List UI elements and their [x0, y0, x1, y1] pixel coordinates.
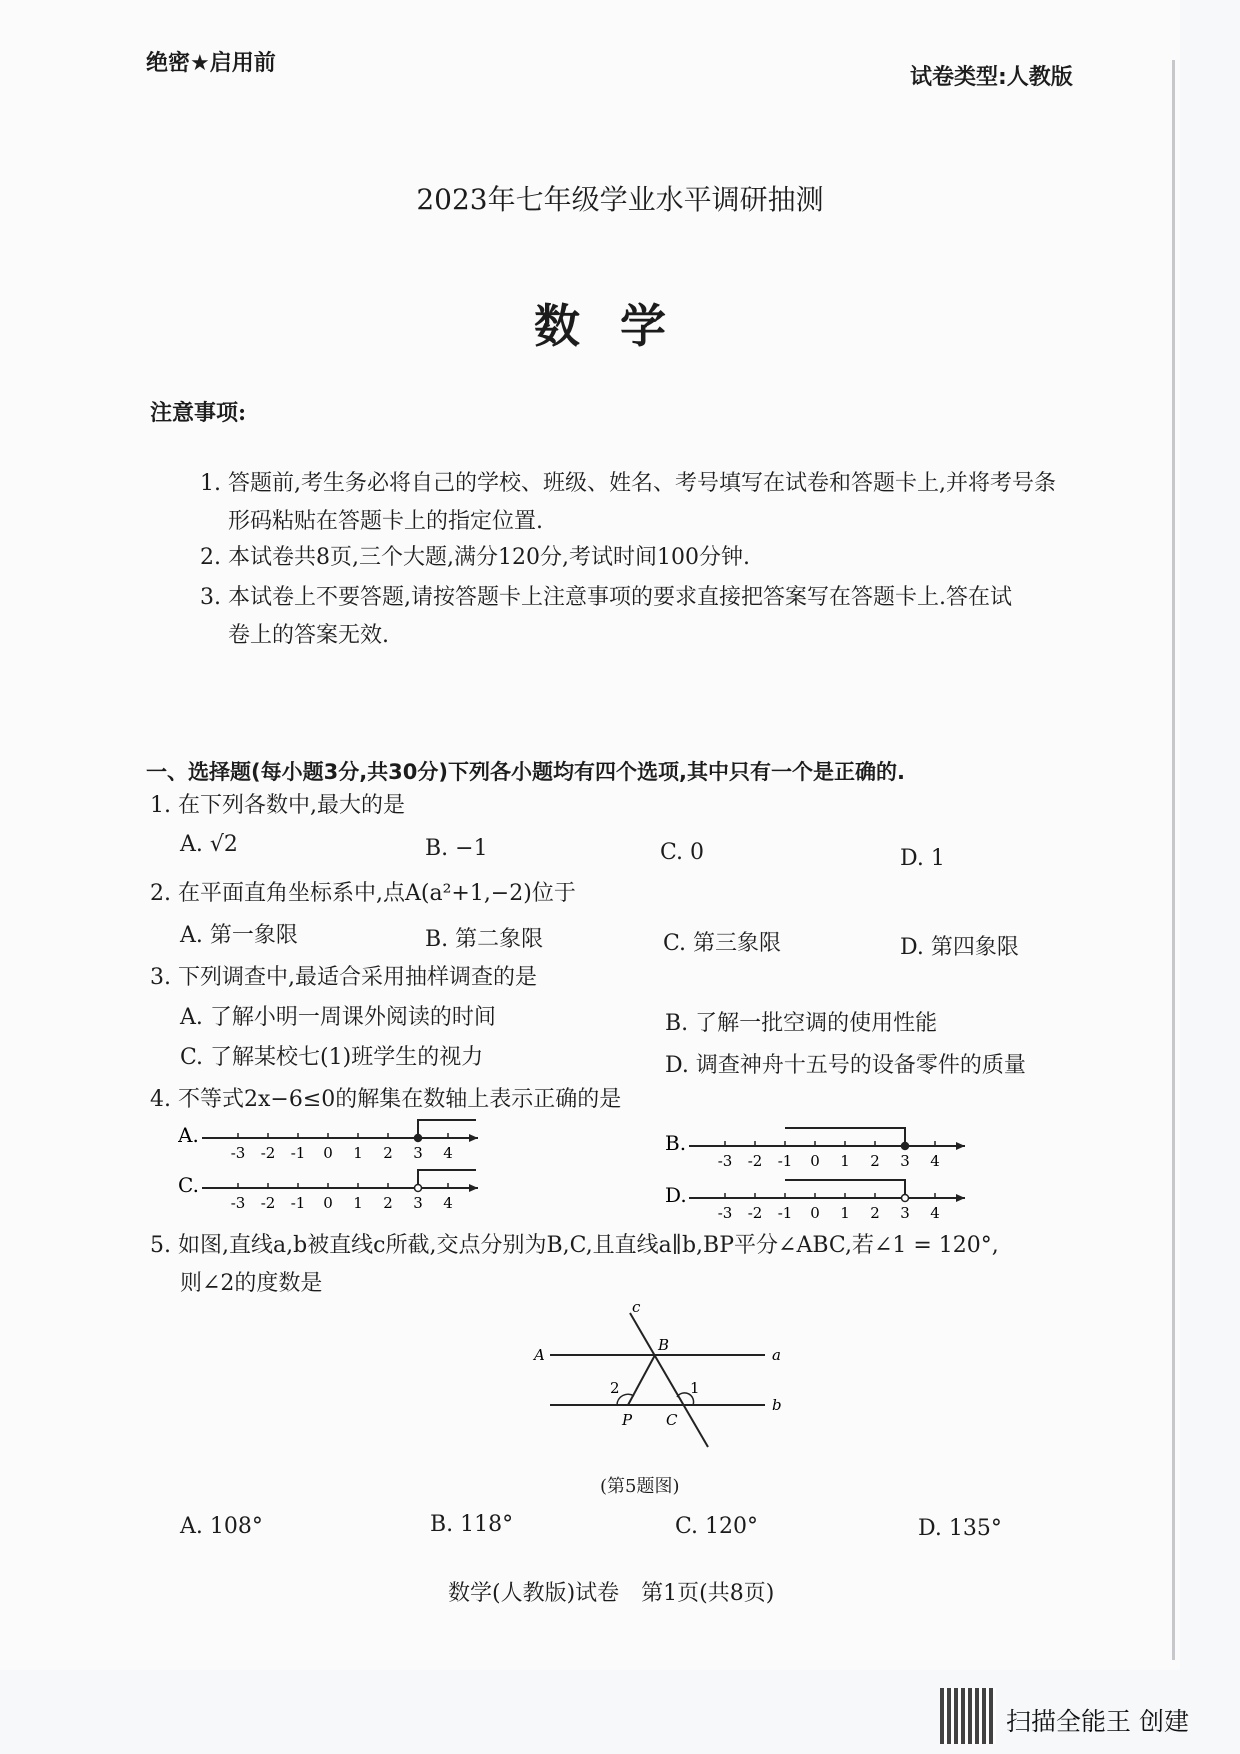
tick-label: -3 — [230, 1144, 246, 1162]
tick-label: 2 — [870, 1204, 880, 1222]
closed-dot — [415, 1135, 422, 1142]
tick-label: -2 — [747, 1152, 763, 1170]
tick-label: 3 — [900, 1152, 910, 1170]
note-item: 3. 本试卷上不要答题,请按答题卡上注意事项的要求直接把答案写在答题卡上.答在试 — [200, 585, 1012, 610]
axis-arrow — [956, 1142, 965, 1150]
note-item: 形码粘贴在答题卡上的指定位置. — [228, 509, 543, 534]
tick-label: -2 — [260, 1144, 276, 1162]
tick-label: 2 — [383, 1144, 393, 1162]
q1-option-b: B. −1 — [425, 836, 488, 861]
label-A: A — [534, 1346, 545, 1364]
notes-heading: 注意事项: — [150, 400, 247, 426]
question-1: 1. 在下列各数中,最大的是 — [150, 793, 405, 818]
q5-option-a: A. 108° — [180, 1514, 263, 1539]
tick-label: 1 — [353, 1144, 363, 1162]
question-4: 4. 不等式2x−6≤0的解集在数轴上表示正确的是 — [150, 1087, 622, 1112]
tick-label: -2 — [747, 1204, 763, 1222]
option-label: C. — [178, 1173, 199, 1197]
closed-dot — [902, 1143, 909, 1150]
tick-label: -1 — [290, 1194, 306, 1212]
q5-option-d: D. 135° — [918, 1516, 1002, 1541]
option-label: D. — [665, 1183, 687, 1207]
qr-code-icon — [940, 1688, 996, 1744]
solution-bracket — [418, 1120, 476, 1138]
tick-label: 1 — [840, 1204, 850, 1222]
tick-label: 2 — [383, 1194, 393, 1212]
number-line-option-c — [178, 1162, 498, 1212]
label-P: P — [622, 1411, 633, 1429]
tick-label: 2 — [870, 1152, 880, 1170]
tick-label: 4 — [443, 1144, 453, 1162]
q2-option-b: B. 第二象限 — [425, 927, 544, 952]
figure-caption: (第5题图) — [600, 1476, 680, 1497]
option-label: A. — [178, 1123, 199, 1147]
q1-option-c: C. 0 — [660, 840, 705, 865]
tick-label: -1 — [777, 1152, 793, 1170]
paper-type-label: 试卷类型:人教版 — [910, 65, 1073, 90]
tick-label: 3 — [413, 1144, 423, 1162]
exam-title: 2023年七年级学业水平调研抽测 — [416, 183, 824, 216]
q3-option-a: A. 了解小明一周课外阅读的时间 — [180, 1005, 496, 1030]
question-5-cont: 则∠2的度数是 — [180, 1271, 323, 1296]
q2-option-c: C. 第三象限 — [663, 931, 782, 956]
label-C: C — [666, 1411, 678, 1429]
tick-label: 0 — [810, 1204, 820, 1222]
q5-figure — [530, 1300, 790, 1470]
q3-option-b: B. 了解一批空调的使用性能 — [665, 1011, 938, 1036]
tick-label: 0 — [323, 1144, 333, 1162]
q5-option-b: B. 118° — [430, 1512, 514, 1537]
tick-label: -2 — [260, 1194, 276, 1212]
section-heading: 一、选择题(每小题3分,共30分)下列各小题均有四个选项,其中只有一个是正确的. — [146, 760, 905, 784]
page-footer: 数学(人教版)试卷 第1页(共8页) — [448, 1581, 775, 1606]
tick-label: 1 — [840, 1152, 850, 1170]
tick-label: 3 — [900, 1204, 910, 1222]
solution-bracket — [418, 1170, 476, 1188]
label-a: a — [772, 1346, 781, 1364]
number-line-option-d — [665, 1172, 985, 1222]
tick-label: 4 — [443, 1194, 453, 1212]
option-label: B. — [665, 1131, 687, 1155]
label-1: 1 — [690, 1379, 700, 1397]
label-c: c — [632, 1300, 641, 1316]
question-2: 2. 在平面直角坐标系中,点A(a²+1,−2)位于 — [150, 881, 576, 906]
axis-arrow — [956, 1194, 965, 1202]
number-line-option-b — [665, 1120, 985, 1170]
open-dot — [415, 1185, 422, 1192]
q3-option-c: C. 了解某校七(1)班学生的视力 — [180, 1045, 484, 1070]
axis-arrow — [469, 1134, 478, 1142]
q5-option-c: C. 120° — [675, 1514, 759, 1539]
label-b: b — [772, 1396, 782, 1414]
note-item: 2. 本试卷共8页,三个大题,满分120分,考试时间100分钟. — [200, 545, 750, 570]
question-3: 3. 下列调查中,最适合采用抽样调查的是 — [150, 965, 537, 990]
label-2: 2 — [610, 1379, 620, 1397]
q2-option-a: A. 第一象限 — [180, 923, 298, 948]
tick-label: -1 — [290, 1144, 306, 1162]
watermark-text: 扫描全能王 创建 — [1006, 1707, 1189, 1736]
subject-title: 数学 — [534, 299, 706, 353]
segment-bp — [628, 1355, 655, 1405]
tick-label: 0 — [323, 1194, 333, 1212]
q2-option-d: D. 第四象限 — [900, 935, 1019, 960]
note-item: 1. 答题前,考生务必将自己的学校、班级、姓名、考号填写在试卷和答题卡上,并将考号条 — [200, 471, 1056, 496]
number-line-option-a — [178, 1112, 498, 1162]
confidential-label: 绝密★启用前 — [146, 51, 276, 76]
tick-label: -3 — [717, 1204, 733, 1222]
tick-label: -3 — [717, 1152, 733, 1170]
tick-label: 3 — [413, 1194, 423, 1212]
tick-label: 4 — [930, 1152, 940, 1170]
question-5: 5. 如图,直线a,b被直线c所截,交点分别为B,C,且直线a∥b,BP平分∠ABC,若∠1 = 120°, — [150, 1233, 999, 1258]
tick-label: 1 — [353, 1194, 363, 1212]
open-dot — [902, 1195, 909, 1202]
label-B: B — [658, 1336, 670, 1354]
tick-label: 4 — [930, 1204, 940, 1222]
q1-option-a: A. √2 — [180, 832, 238, 857]
note-item: 卷上的答案无效. — [228, 623, 389, 648]
tick-label: -1 — [777, 1204, 793, 1222]
axis-arrow — [469, 1184, 478, 1192]
q3-option-d: D. 调查神舟十五号的设备零件的质量 — [665, 1053, 1026, 1078]
q1-option-d: D. 1 — [900, 846, 945, 871]
tick-label: 0 — [810, 1152, 820, 1170]
tick-label: -3 — [230, 1194, 246, 1212]
